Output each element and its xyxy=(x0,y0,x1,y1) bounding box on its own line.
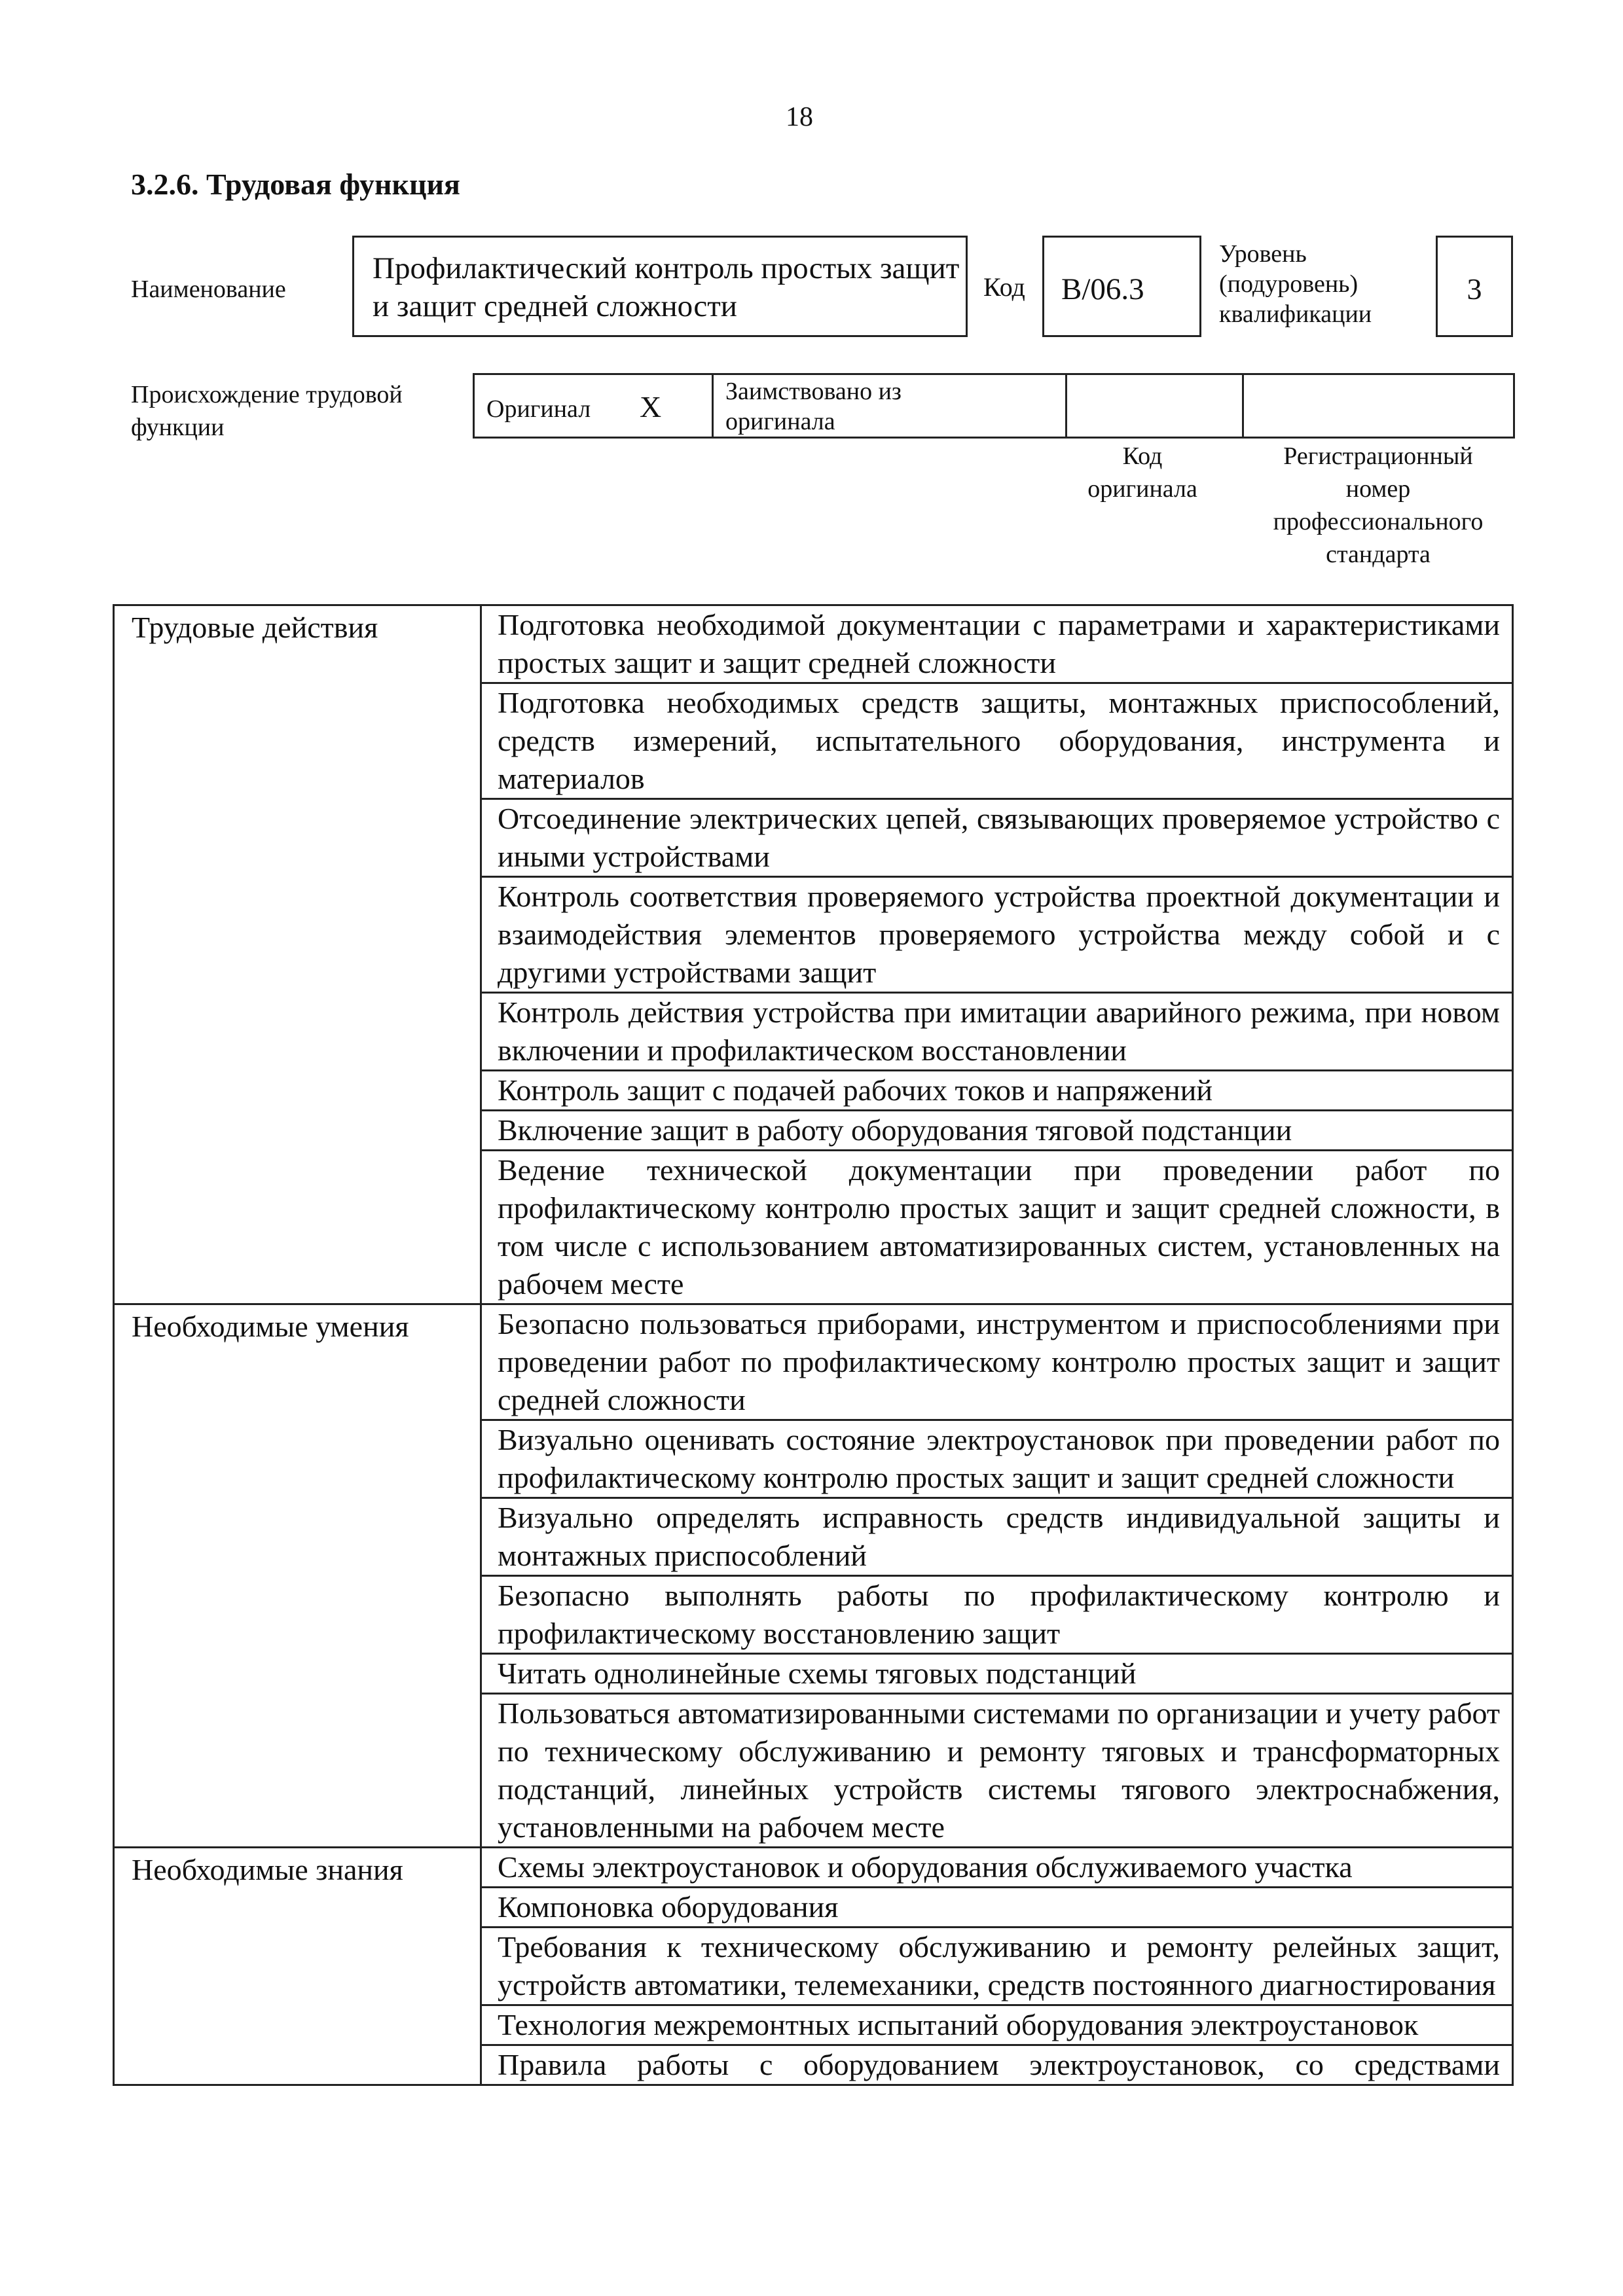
registration-caption-line-3: профессионального xyxy=(1273,508,1484,535)
table-row xyxy=(114,605,1513,683)
original-mark: X xyxy=(640,390,662,423)
section-title-required-skills: Необходимые умения xyxy=(114,1304,481,1848)
code-label: Код xyxy=(983,272,1025,302)
borrowed-label xyxy=(725,376,902,437)
function-name-box xyxy=(352,236,968,337)
table-cell: Пользоваться автоматизированными системами по организации и учету работ по техническому обслуживанию и ремонту тяговых и трансформаторных подстанций, линейных устройств системы тягового электроснабжения, установленными на рабочем месте xyxy=(481,1694,1513,1848)
table-cell: Требования к техническому обслуживанию и ремонту релейных защит, устройств автоматики, телемеханики, средств постоянного диагностирования xyxy=(481,1928,1513,2005)
section-heading: 3.2.6. Трудовая функция xyxy=(131,168,460,201)
original-code-caption-line-2: оригинала xyxy=(1087,475,1197,503)
registration-caption-line-1: Регистрационный xyxy=(1283,442,1473,470)
origin-label-line-1: Происхождение трудовой xyxy=(131,381,403,408)
registration-caption-line-2: номер xyxy=(1345,475,1411,503)
original-code-cell xyxy=(1067,375,1244,437)
borrowed-cell xyxy=(714,375,1067,437)
table-row xyxy=(114,1304,1513,1420)
section-title-labor-actions: Трудовые действия xyxy=(114,605,481,1304)
table-cell: Технология межремонтных испытаний оборудования электроустановок xyxy=(481,2005,1513,2045)
borrowed-label-line-2: оригинала xyxy=(725,408,835,435)
original-label: Оригинал xyxy=(486,395,591,423)
level-value: 3 xyxy=(1467,272,1482,306)
registration-number-cell xyxy=(1244,375,1513,437)
origin-label xyxy=(131,378,403,444)
code-value: B/06.3 xyxy=(1061,272,1144,306)
table-cell: Контроль защит с подачей рабочих токов и напряжений xyxy=(481,1071,1513,1111)
table-cell: Компоновка оборудования xyxy=(481,1888,1513,1928)
table-cell: Контроль действия устройства при имитации аварийного режима, при новом включении и профилактическом восстановлении xyxy=(481,993,1513,1071)
level-label xyxy=(1219,239,1372,329)
level-label-line-3: квалификации xyxy=(1219,300,1372,328)
registration-caption-line-4: стандарта xyxy=(1326,541,1431,568)
original-cell xyxy=(475,375,714,437)
table-row xyxy=(114,1848,1513,1888)
section-title-required-knowledge: Необходимые знания xyxy=(114,1848,481,2085)
name-label: Наименование xyxy=(131,276,286,303)
table-cell: Безопасно выполнять работы по профилактическому контролю и профилактическому восстановлению защит xyxy=(481,1576,1513,1654)
table-cell: Визуально оценивать состояние электроустановок при проведении работ по профилактическому контролю простых защит и защит средней сложности xyxy=(481,1420,1513,1498)
function-name-value: Профилактический контроль простых защит и защит средней сложности xyxy=(373,251,960,323)
original-code-caption xyxy=(1044,440,1241,505)
table-cell: Контроль соответствия проверяемого устройства проектной документации и взаимодействия элементов проверяемого устройства между собой и с другими устройствами защит xyxy=(481,877,1513,993)
table-cell: Ведение технической документации при проведении работ по профилактическому контролю простых защит и защит средней сложности, в том числе с использованием автоматизированных систем, установленных на рабочем месте xyxy=(481,1151,1513,1304)
table-cell: Схемы электроустановок и оборудования обслуживаемого участка xyxy=(481,1848,1513,1888)
table-cell: Правила работы с оборудованием электроустановок, со средствами xyxy=(481,2045,1513,2085)
table-cell: Подготовка необходимых средств защиты, монтажных приспособлений, средств измерений, испытательного оборудования, инструмента и материалов xyxy=(481,683,1513,799)
original-code-caption-line-1: Код xyxy=(1122,442,1163,470)
table-cell: Подготовка необходимой документации с параметрами и характеристиками простых защит и защит средней сложности xyxy=(481,605,1513,683)
origin-row xyxy=(473,373,1515,439)
level-label-line-1: Уровень xyxy=(1219,240,1307,268)
table-cell: Читать однолинейные схемы тяговых подстанций xyxy=(481,1654,1513,1694)
table-cell: Визуально определять исправность средств индивидуальной защиты и монтажных приспособлений xyxy=(481,1498,1513,1576)
borrowed-label-line-1: Заимствовано из xyxy=(725,378,902,405)
code-box xyxy=(1042,236,1201,337)
origin-label-line-2: функции xyxy=(131,414,225,441)
labor-function-table xyxy=(113,604,1514,2086)
table-cell: Отсоединение электрических цепей, связывающих проверяемое устройство с иными устройствами xyxy=(481,799,1513,877)
level-label-line-2: (подуровень) xyxy=(1219,270,1359,298)
table-cell: Безопасно пользоваться приборами, инструментом и приспособлениями при проведении работ по профилактическому контролю простых защит и защит средней сложности xyxy=(481,1304,1513,1420)
registration-number-caption xyxy=(1244,440,1512,571)
level-box xyxy=(1436,236,1513,337)
table-cell: Включение защит в работу оборудования тяговой подстанции xyxy=(481,1111,1513,1151)
page-number: 18 xyxy=(786,102,813,132)
